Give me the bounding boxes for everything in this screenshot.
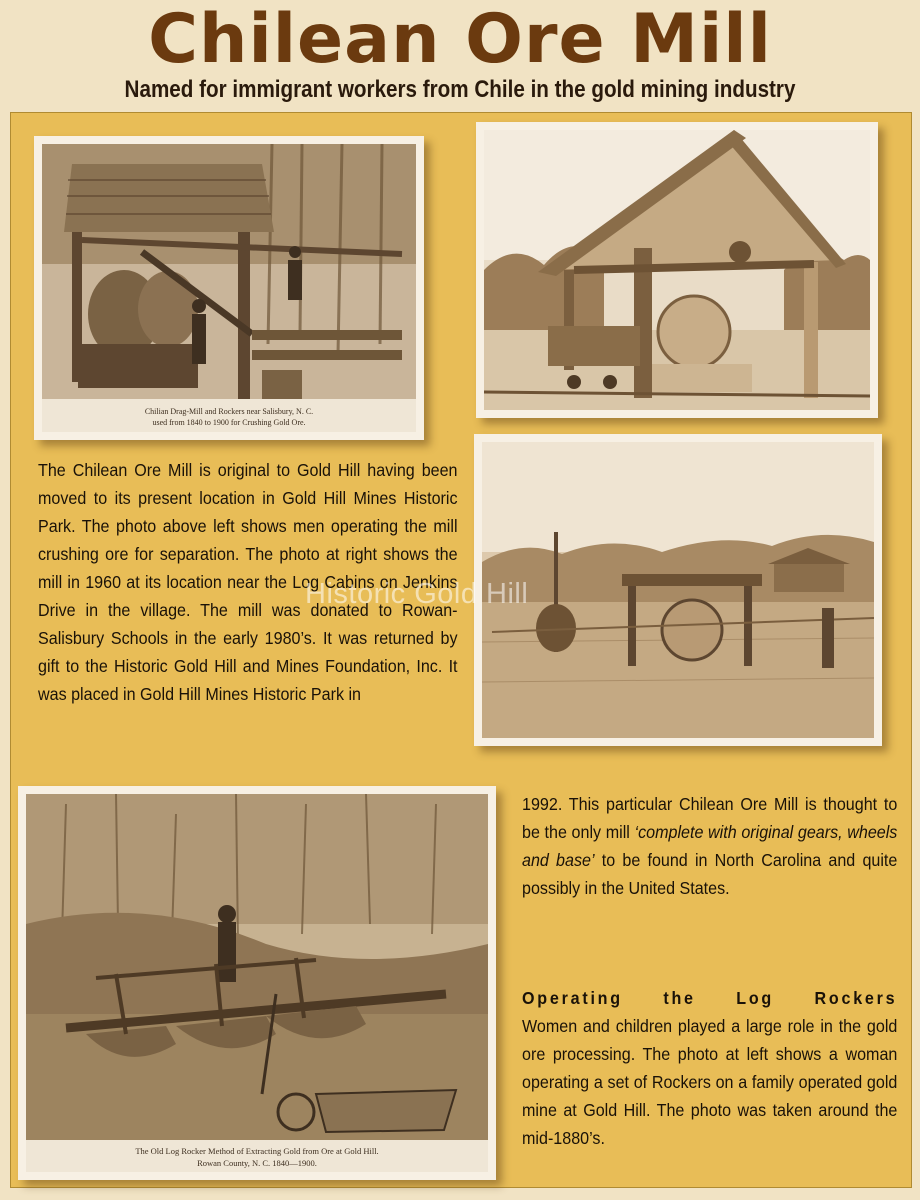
log-rockers-caption-line2: Rowan County, N. C. 1840—1900. bbox=[197, 1158, 317, 1168]
photo-mill-1960 bbox=[474, 434, 882, 746]
drag-mill-illustration bbox=[42, 144, 416, 432]
watermark: Historic Gold Hill bbox=[305, 578, 529, 610]
paragraph-history-text: The Chilean Ore Mill is original to Gold Hill having been moved to its present location in Gold Hill Mines Historic Park. The photo above left shows men operating the mill crushing ore for separation. The photo at right shows the mill in 1960 at its location near the Log Cabins on Jenkins Drive in the village. The mill was donated to Rowan-Salisbury Schools in the early 1980’s. It was returned by gift to the Historic Gold Hill and Mines Foundation, Inc. It was placed in Gold Hill Mines Historic Park in bbox=[38, 460, 458, 704]
section-heading: Operating the Log Rockers bbox=[522, 988, 898, 1008]
drag-mill-caption-line1: Chilian Drag-Mill and Rockers near Salisbury, N. C. bbox=[144, 407, 314, 416]
log-rockers-caption-line1: The Old Log Rocker Method of Extracting Gold from Ore at Gold Hill. bbox=[135, 1146, 379, 1156]
photo-mill-shelter bbox=[476, 122, 878, 418]
paragraph-uniqueness-end: to be found in North Carolina and quite possibly in the United States. bbox=[522, 850, 898, 898]
section-log-rockers bbox=[522, 984, 897, 1152]
log-rockers-illustration bbox=[26, 794, 488, 1172]
paragraph-uniqueness bbox=[522, 790, 897, 902]
mill-1960-illustration bbox=[482, 442, 874, 738]
photo-drag-mill bbox=[34, 136, 424, 440]
page-title: Chilean Ore Mill bbox=[148, 0, 772, 79]
photo-log-rockers bbox=[18, 786, 496, 1180]
paragraph-log-rockers: Women and children played a large role in the gold ore processing. The photo at left shows a woman operating a set of Rockers on a family operated gold mine at Gold Hill. The photo was taken around the mid-1880’s. bbox=[522, 1016, 898, 1148]
paragraph-uniqueness-start: 1992. This particular Chilean Ore Mill is thought to be the only mill bbox=[522, 794, 898, 842]
drag-mill-caption-line2: used from 1840 to 1900 for Crushing Gold Ore. bbox=[152, 418, 306, 427]
mill-shelter-illustration bbox=[484, 130, 870, 410]
paragraph-uniqueness-italic: ‘complete with original gears, wheels and base’ bbox=[522, 822, 898, 870]
page-subtitle: Named for immigrant workers from Chile in the gold mining industry bbox=[124, 76, 796, 103]
